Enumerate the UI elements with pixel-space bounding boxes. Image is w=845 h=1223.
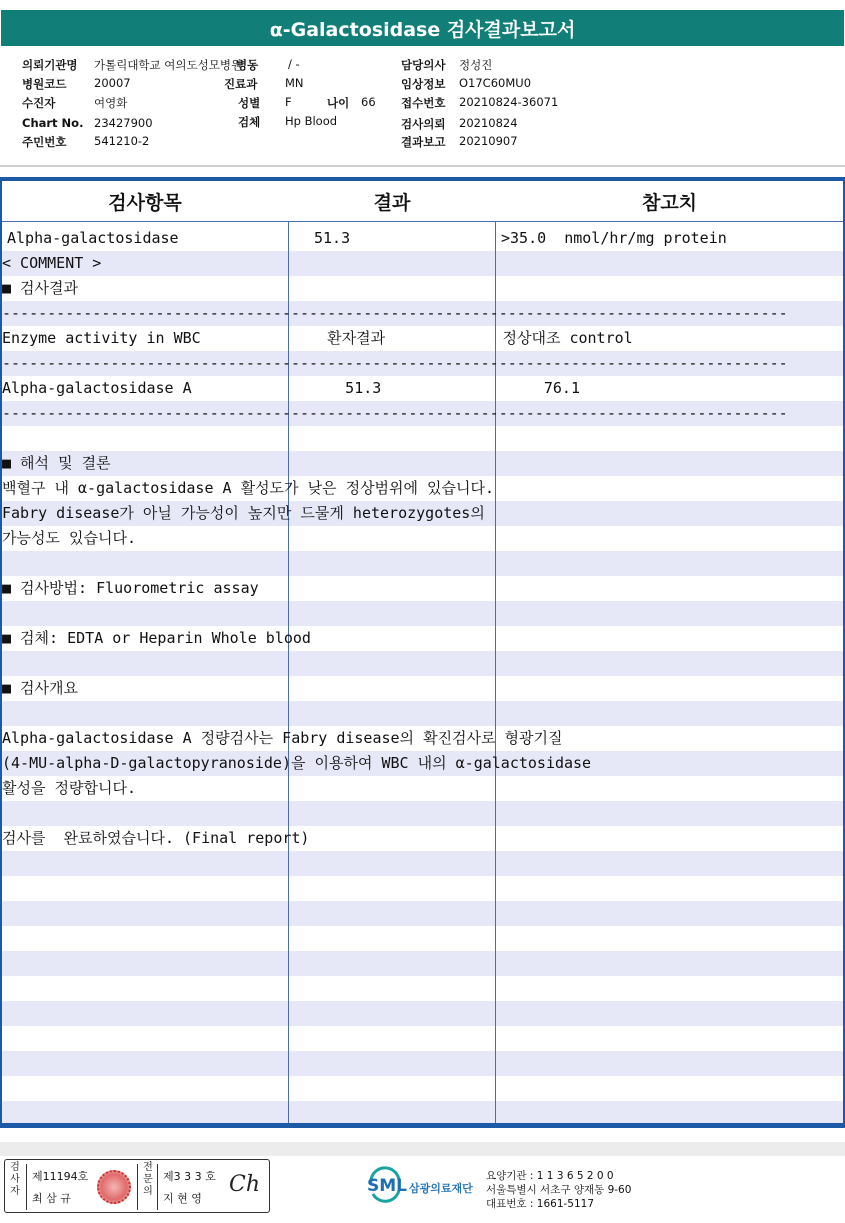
- test-item: Alpha-galactosidase: [7, 229, 179, 247]
- request-label: 검사의뢰: [401, 117, 446, 131]
- sex-label: 성별: [238, 96, 261, 110]
- org-address: 서울특별시 서초구 양재동 9-60: [486, 1184, 632, 1196]
- comment-line: ---------------------------------------------------------------------------------------: [2, 304, 788, 322]
- comment-line: ■ 해석 및 결론: [2, 454, 111, 472]
- sign1-role: 검사자: [10, 1162, 20, 1197]
- reception-value: 20210824-36071: [459, 95, 559, 109]
- chart-value: 23427900: [94, 116, 153, 130]
- examinee-value: 여영화: [94, 96, 128, 110]
- hospital-code-value: 20007: [94, 76, 131, 90]
- chart-label: Chart No.: [22, 116, 84, 130]
- dept-value: MN: [285, 76, 304, 90]
- title-bar: [0, 0, 845, 47]
- results-table: [0, 177, 845, 1128]
- examinee-label: 수진자: [22, 96, 56, 110]
- sign1-name: 최 삼 규: [32, 1192, 71, 1205]
- comment-line: ■ 검사결과: [2, 279, 79, 297]
- comment-line: 가능성도 있습니다.: [2, 529, 136, 547]
- signature-box: [4, 1159, 270, 1213]
- test-reference: >35.0 nmol/hr/mg protein: [501, 229, 727, 247]
- sex-value: F: [285, 95, 292, 109]
- comment-line: ■ 검체: EDTA or Heparin Whole blood: [2, 629, 311, 647]
- clinical-label: 임상정보: [401, 77, 446, 91]
- sign2-license: 제3 3 3 호: [163, 1170, 216, 1183]
- sign2-name: 지 현 영: [163, 1192, 202, 1205]
- ward-value: / -: [288, 57, 300, 71]
- seal-stamp: [97, 1170, 131, 1204]
- footer-band: [0, 1142, 845, 1156]
- test-result: 51.3: [314, 229, 351, 247]
- comment-line: < COMMENT >: [2, 254, 102, 272]
- id-value: 541210-2: [94, 134, 150, 148]
- clinical-value: O17C60MU0: [459, 76, 532, 90]
- report-date-value: 20210907: [459, 134, 518, 148]
- doctor-value: 정성진: [459, 58, 493, 72]
- hospital-code-label: 병원코드: [22, 77, 67, 91]
- org-phone: 대표번호 : 1661-5117: [486, 1198, 595, 1210]
- comment-line: ■ 검사방법: Fluorometric assay: [2, 579, 259, 597]
- logo-text: SML: [367, 1176, 407, 1196]
- org-name: 삼광의료재단: [409, 1182, 473, 1195]
- comment-line: Alpha-galactosidase A 51.3 76.1: [2, 379, 580, 397]
- comment-line: ■ 검사개요: [2, 679, 79, 697]
- header-result: 결과: [373, 192, 411, 214]
- id-label: 주민번호: [22, 135, 67, 149]
- comment-line: 검사를 완료하였습니다. (Final report): [2, 829, 310, 847]
- header-reference: 참고치: [641, 192, 698, 214]
- patient-info: [0, 49, 845, 164]
- report-title: α-Galactosidase 검사결과보고서: [1, 10, 844, 46]
- divider: [26, 1164, 27, 1210]
- divider: [157, 1164, 158, 1210]
- report-date-label: 결과보고: [401, 135, 446, 149]
- comment-line: ---------------------------------------------------------------------------------------: [2, 404, 788, 422]
- ward-label: 병동: [236, 58, 259, 72]
- header-item: 검사항목: [108, 192, 182, 214]
- specimen-label: 검체: [238, 115, 261, 129]
- specimen-value: Hp Blood: [285, 114, 338, 128]
- request-value: 20210824: [459, 116, 518, 130]
- institution-value: 가톨릭대학교 여의도성모병원: [94, 58, 243, 72]
- comment-line: ---------------------------------------------------------------------------------------: [2, 354, 788, 372]
- institution-label: 의뢰기관명: [22, 58, 78, 72]
- dept-label: 진료과: [224, 77, 258, 91]
- comment-line: Fabry disease가 아닐 가능성이 높지만 드물게 heterozygotes의: [2, 504, 485, 522]
- handwritten-signature: Ch: [229, 1172, 261, 1197]
- comment-line: 백혈구 내 α-galactosidase A 활성도가 낮은 정상범위에 있습니다.: [2, 479, 495, 497]
- table-header: [2, 181, 843, 222]
- comment-line: (4-MU-alpha-D-galactopyranoside)을 이용하여 WBC 내의 α-galactosidase: [2, 754, 592, 772]
- age-label: 나이: [327, 96, 350, 110]
- comment-line: 활성을 정량합니다.: [2, 779, 136, 797]
- comment-line: Alpha-galactosidase A 정량검사는 Fabry disease의 확진검사로 형광기질: [2, 729, 563, 747]
- comment-line: Enzyme activity in WBC 환자결과 정상대조 control: [2, 329, 633, 347]
- divider: [137, 1164, 138, 1210]
- sign1-license: 제11194호: [32, 1170, 89, 1183]
- divider: [0, 165, 845, 167]
- sign2-role: 전문의: [143, 1162, 153, 1197]
- org-code: 요양기관 : 1 1 3 6 5 2 0 0: [486, 1170, 614, 1182]
- doctor-label: 담당의사: [401, 58, 446, 72]
- age-value: 66: [361, 95, 376, 109]
- reception-label: 접수번호: [401, 96, 446, 110]
